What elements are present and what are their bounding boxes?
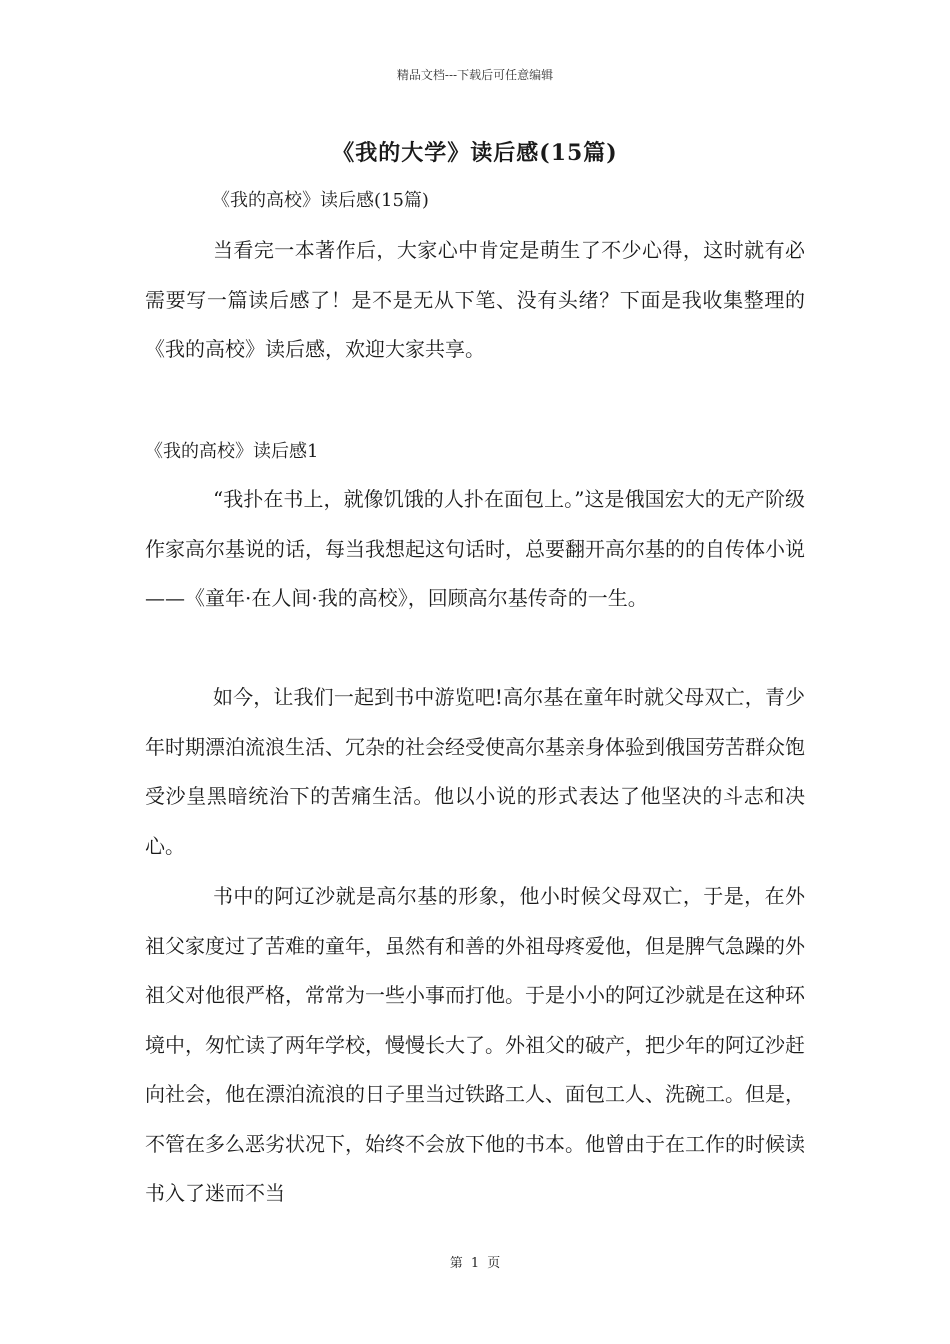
- page-number: 第 1 页: [449, 1256, 501, 1271]
- body-paragraph-1: “我扑在书上，就像饥饿的人扑在面包上。”这是俄国宏大的无产阶级作家高尔基说的话，每当我想起这句话时，总要翻开高尔基的的自传体小说——《童年·在人间·我的高校》，回顾高尔基传奇的一生。: [145, 487, 805, 610]
- section-heading: 《我的高校》读后感1: [145, 441, 319, 462]
- header-note: 精品文档---下载后可任意编辑: [396, 68, 554, 82]
- body-paragraph-3: 书中的阿辽沙就是高尔基的形象，他小时候父母双亡，于是，在外祖父家度过了苦难的童年，虽然有和善的外祖母疼爱他，但是脾气急躁的外祖父对他很严格，常常为一些小事而打他。于是小小的阿辽沙就是在这种环境中，匆忙读了两年学校，慢慢长大了。外祖父的破产，把少年的阿辽沙赶向社会，他在漂泊流浪的日子里当过铁路工人、面包工人、洗碗工。但是，不管在多么恶劣状况下，始终不会放下他的书本。他曾由于在工作的时候读书入了迷而不当: [145, 884, 805, 1205]
- document-subtitle: 《我的高校》读后感(15篇): [212, 190, 429, 211]
- intro-paragraph: 当看完一本著作后，大家心中肯定是萌生了不少心得，这时就有必需要写一篇读后感了！是不是无从下笔、没有头绪？下面是我收集整理的《我的高校》读后感，欢迎大家共享。: [145, 238, 805, 361]
- body-paragraph-2: 如今，让我们一起到书中游览吧!高尔基在童年时就父母双亡，青少年时期漂泊流浪生活、冗杂的社会经受使高尔基亲身体验到俄国劳苦群众饱受沙皇黑暗统治下的苦痛生活。他以小说的形式表达了他坚决的斗志和决心。: [145, 685, 805, 858]
- document-title: 《我的大学》读后感(15篇): [332, 140, 618, 166]
